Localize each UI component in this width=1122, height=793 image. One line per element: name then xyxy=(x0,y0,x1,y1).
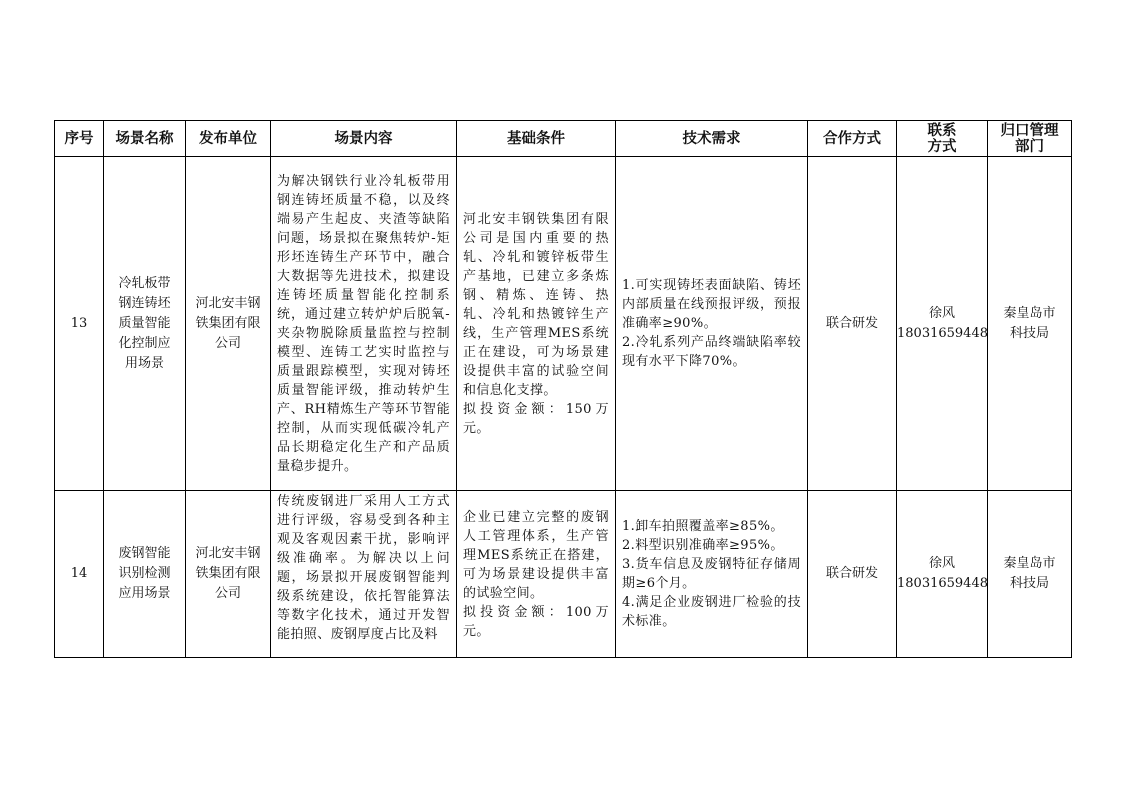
row-basis-text: 河北安丰钢铁集团有限公司是国内重要的热轧、冷轧和镀锌板带生产基地，已建立多条炼钢、精炼、连铸、热轧、冷轧和热镀锌生产线，生产管理MES系统正在建设，可为场景建设提供丰富的试验空间和信息化支撑。 xyxy=(463,211,609,398)
row-no: 14 xyxy=(55,491,104,658)
row-tech-item: 1.可实现铸坯表面缺陷、铸坯内部质量在线预报评级，预报准确率≥90%。 xyxy=(622,278,801,331)
header-scene-name: 场景名称 xyxy=(104,121,186,157)
row-contact-phone: 18031659448 xyxy=(897,325,988,341)
row-basis-investment: 拟投资金额：150万元。 xyxy=(463,401,609,436)
header-contact-line1: 联系 xyxy=(927,122,957,139)
header-row xyxy=(55,121,1072,157)
row-tech xyxy=(616,491,808,658)
row-contact xyxy=(897,157,988,491)
header-contact xyxy=(897,121,988,157)
table-row xyxy=(55,157,1072,491)
row-basis xyxy=(457,157,616,491)
row-no: 13 xyxy=(55,157,104,491)
row-tech-item: 1.卸车拍照覆盖率≥85%。 xyxy=(622,519,784,534)
header-contact-line2: 方式 xyxy=(927,138,957,155)
row-cooperation: 联合研发 xyxy=(808,491,897,658)
row-basis xyxy=(457,491,616,658)
row-scene-name: 冷轧板带钢连铸坯质量智能化控制应用场景 xyxy=(104,157,186,491)
row-publisher: 河北安丰钢铁集团有限公司 xyxy=(186,491,271,658)
row-contact-name: 徐风 xyxy=(928,305,955,321)
row-contact xyxy=(897,491,988,658)
header-no: 序号 xyxy=(55,121,104,157)
row-tech xyxy=(616,157,808,491)
row-content: 为解决钢铁行业冷轧板带用钢连铸坯质量不稳，以及终端易产生起皮、夹渣等缺陷问题，场景拟在聚焦转炉-矩形坯连铸生产环节中，融合大数据等先进技术，拟建设连铸坯质量智能化控制系统，通过建立转炉炉后脱氧-夹杂物脱除质量监控与控制模型、连铸工艺实时监控与质量跟踪模型，实现对铸坯质量智能评级，推动转炉生产、RH精炼生产等环节智能控制，从而实现低碳冷轧产品长期稳定化生产和产品质量稳步提升。 xyxy=(271,157,457,491)
header-cooperation: 合作方式 xyxy=(808,121,897,157)
row-basis-text: 企业已建立完整的废钢人工管理体系，生产管理MES系统正在搭建，可为场景建设提供丰富的试验空间。 xyxy=(463,509,609,601)
row-publisher: 河北安丰钢铁集团有限公司 xyxy=(186,157,271,491)
header-basis: 基础条件 xyxy=(457,121,616,157)
header-dept xyxy=(988,121,1072,157)
row-basis-investment: 拟投资金额：100万元。 xyxy=(463,604,609,639)
row-tech-item: 2.料型识别准确率≥95%。 xyxy=(622,538,784,553)
header-dept-line2: 部门 xyxy=(1015,138,1044,155)
scenario-table xyxy=(54,120,1072,658)
row-tech-item: 4.满足企业废钢进厂检验的技术标准。 xyxy=(622,595,801,629)
row-dept: 秦皇岛市科技局 xyxy=(988,491,1072,658)
row-scene-name: 废钢智能识别检测应用场景 xyxy=(104,491,186,658)
row-tech-item: 3.货车信息及废钢特征存储周期≥6个月。 xyxy=(622,557,801,591)
row-contact-name: 徐风 xyxy=(928,556,955,571)
row-cooperation: 联合研发 xyxy=(808,157,897,491)
row-content-text: 传统废钢进厂采用人工方式进行评级，容易受到各种主观及客观因素干扰，影响评级准确率。为解决以上问题，场景拟开展废钢智能判级系统建设，依托智能算法等数字化技术，通过开发智能拍照、废钢厚度占比及料 xyxy=(277,494,450,642)
header-dept-line1: 归口管理 xyxy=(1000,122,1059,139)
table-row xyxy=(55,491,1072,658)
row-dept: 秦皇岛市科技局 xyxy=(988,157,1072,491)
header-tech: 技术需求 xyxy=(616,121,808,157)
row-contact-phone: 18031659448 xyxy=(897,576,988,591)
header-content: 场景内容 xyxy=(271,121,457,157)
row-tech-item: 2.冷轧系列产品终端缺陷率较现有水平下降70%。 xyxy=(622,335,801,369)
row-content xyxy=(271,491,457,658)
header-publisher: 发布单位 xyxy=(186,121,271,157)
